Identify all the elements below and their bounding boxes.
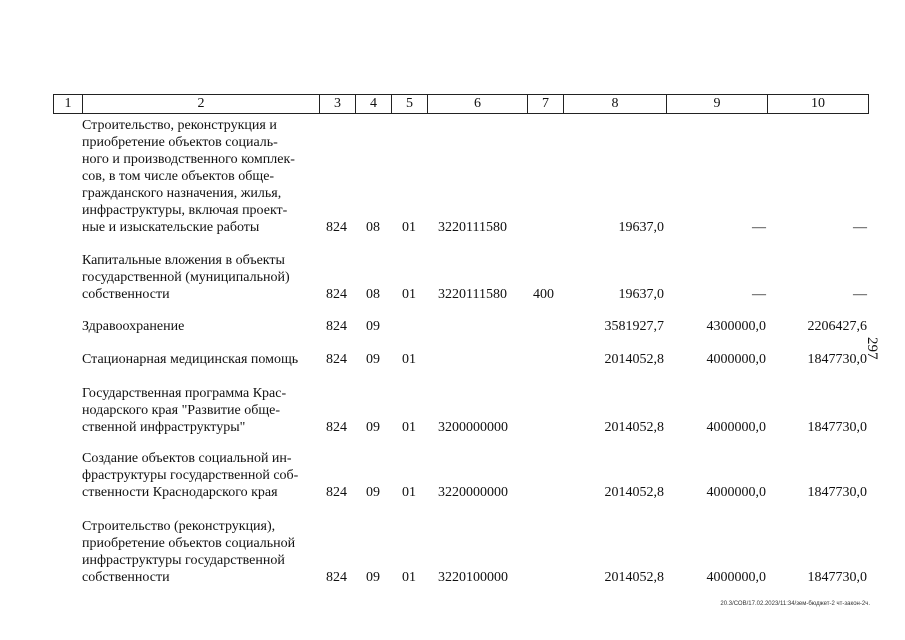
code-vr: 400	[533, 287, 554, 302]
header-cell: 7	[528, 95, 564, 113]
amount-2024: —	[752, 287, 766, 302]
amount-2023: 3581927,7	[604, 319, 664, 334]
row-name: Капитальные вложения в объекты государственной (муниципальной) собственности	[82, 253, 290, 302]
code-csr: 3220100000	[438, 570, 508, 585]
amount-2023: 19637,0	[618, 287, 664, 302]
code-csr: 3200000000	[438, 420, 508, 435]
amount-2025: 1847730,0	[807, 570, 867, 585]
page-number: 297	[864, 337, 880, 360]
table-row	[0, 450, 905, 501]
table-row	[0, 117, 905, 236]
row-name: Стационарная медицинская помощь	[82, 352, 299, 367]
table-row	[0, 318, 905, 335]
code-csr: 3220111580	[438, 220, 507, 235]
code-rz: 09	[366, 420, 380, 435]
amount-2024: —	[752, 220, 766, 235]
amount-2025: —	[853, 220, 867, 235]
code-gr: 824	[326, 287, 347, 302]
code-pr: 01	[402, 420, 416, 435]
amount-2024: 4000000,0	[706, 485, 766, 500]
code-rz: 09	[366, 485, 380, 500]
code-pr: 01	[402, 485, 416, 500]
amount-2025: —	[853, 287, 867, 302]
amount-2024: 4000000,0	[706, 352, 766, 367]
header-cell: 9	[667, 95, 768, 113]
row-name: Строительство (реконструкция), приобретение объектов социальной инфраструктуры государственной собственности	[82, 519, 296, 585]
header-cell: 5	[392, 95, 428, 113]
header-cell: 2	[83, 95, 320, 113]
row-name: Здравоохранение	[82, 319, 185, 334]
code-gr: 824	[326, 352, 347, 367]
amount-2025: 1847730,0	[807, 352, 867, 367]
row-name: Государственная программа Крас- нодарского края "Развитие обще- ственной инфраструктуры"	[82, 386, 287, 435]
table-header	[53, 94, 869, 114]
code-rz: 09	[366, 570, 380, 585]
code-gr: 824	[326, 485, 347, 500]
code-rz: 09	[366, 352, 380, 367]
amount-2024: 4300000,0	[706, 319, 766, 334]
header-cell: 1	[54, 95, 83, 113]
table-row	[0, 252, 905, 303]
amount-2024: 4000000,0	[706, 570, 766, 585]
amount-2023: 2014052,8	[604, 420, 664, 435]
amount-2023: 2014052,8	[604, 570, 664, 585]
table-row	[0, 385, 905, 436]
code-gr: 824	[326, 319, 347, 334]
amount-2023: 2014052,8	[604, 485, 664, 500]
table-row	[0, 351, 905, 368]
header-cell: 10	[811, 96, 825, 111]
amount-2025: 2206427,6	[807, 319, 867, 334]
amount-2025: 1847730,0	[807, 485, 867, 500]
amount-2023: 19637,0	[618, 220, 664, 235]
footer-code: 20.3/СОВ/17.02.2023/11:34/зем-бюджет-2 чт-закон-2ч.	[720, 601, 870, 607]
code-csr: 3220000000	[438, 485, 508, 500]
code-gr: 824	[326, 570, 347, 585]
amount-2023: 2014052,8	[604, 352, 664, 367]
table-row	[0, 518, 905, 586]
code-pr: 01	[402, 287, 416, 302]
code-rz: 09	[366, 319, 380, 334]
code-gr: 824	[326, 220, 347, 235]
amount-2025: 1847730,0	[807, 420, 867, 435]
code-pr: 01	[402, 570, 416, 585]
code-csr: 3220111580	[438, 287, 507, 302]
header-cell: 8	[564, 95, 667, 113]
amount-2024: 4000000,0	[706, 420, 766, 435]
header-cell: 4	[356, 95, 392, 113]
code-rz: 08	[366, 220, 380, 235]
row-name: Строительство, реконструкция и приобретение объектов социаль- ного и производственного комплек- сов, в том числе объектов обще- гражданского назначения, жилья, инфраструктуры, включая проект- ные и изыскательские работы	[82, 118, 295, 235]
code-rz: 08	[366, 287, 380, 302]
row-name: Создание объектов социальной ин- фраструктуры государственной соб- ственности Краснодарского края	[82, 451, 299, 500]
code-pr: 01	[402, 220, 416, 235]
code-gr: 824	[326, 420, 347, 435]
header-cell: 6	[428, 95, 528, 113]
header-cell: 3	[320, 95, 356, 113]
code-pr: 01	[402, 352, 416, 367]
